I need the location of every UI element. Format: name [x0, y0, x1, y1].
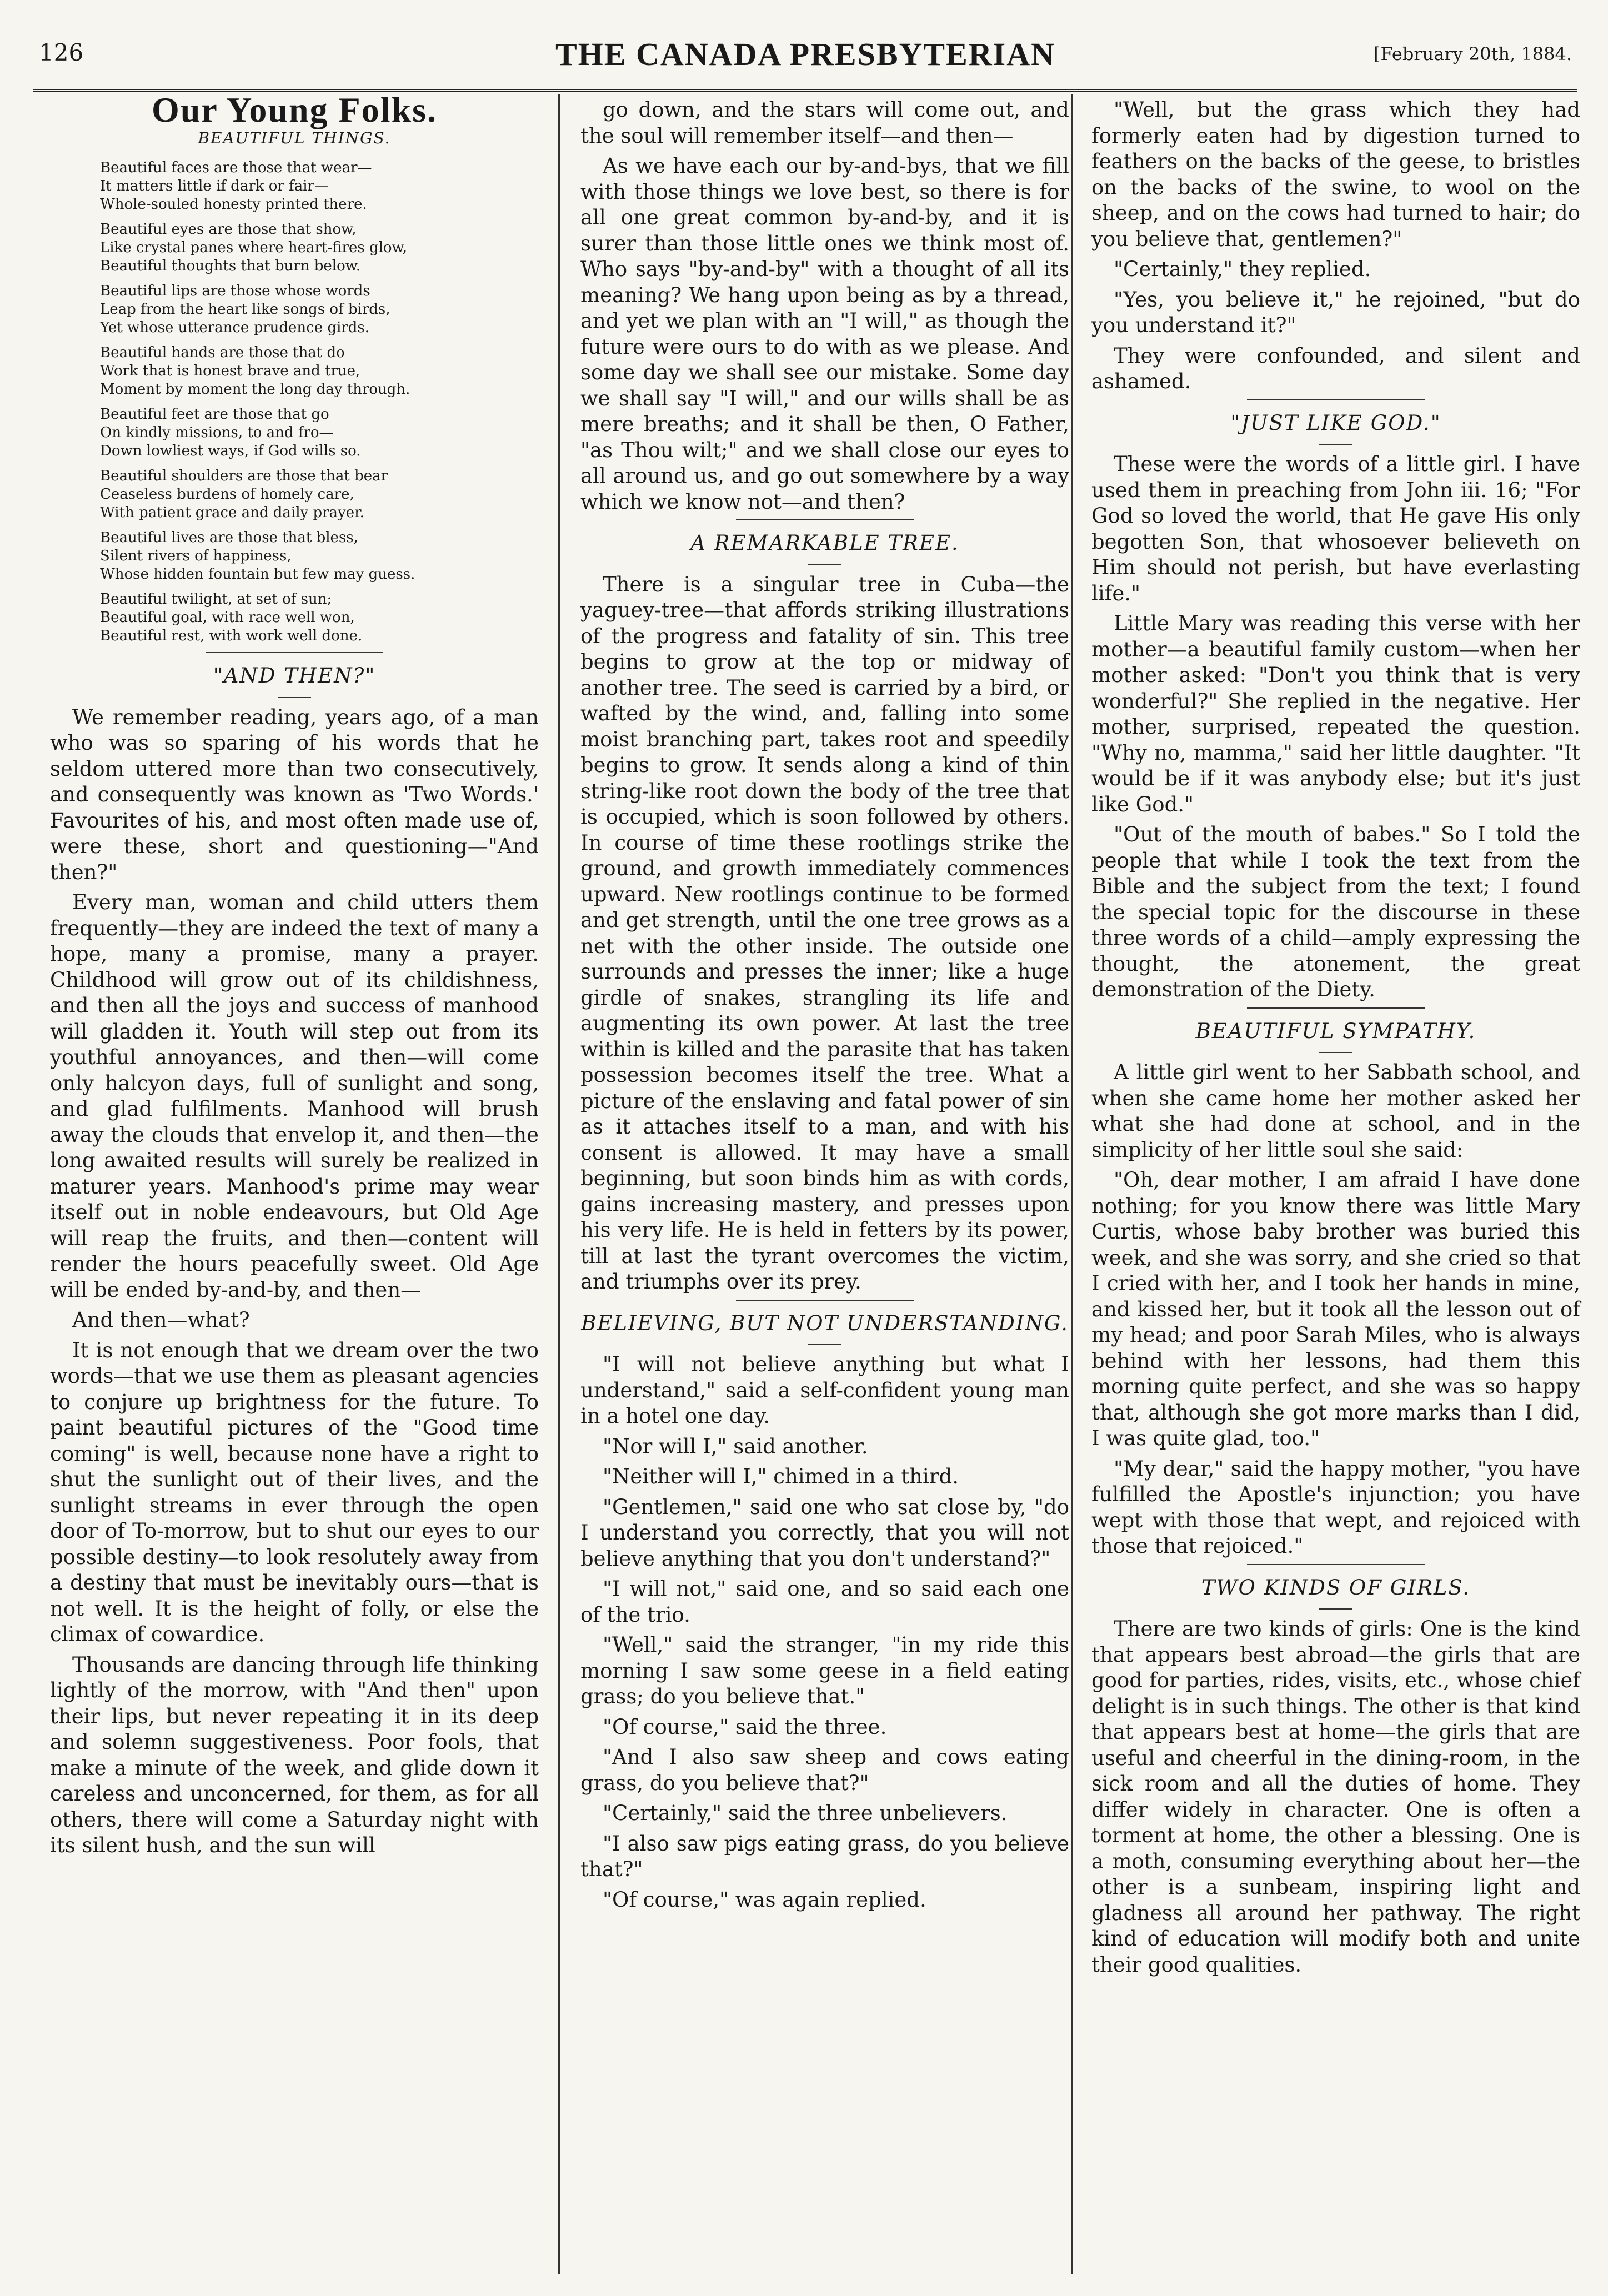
paragraph: It is not enough that we dream over the two words—that we use them as pleasant agencies to conjure up brightness for the future. To paint beautiful pictures of the "Good time coming" is well, because none have a right to shut the sunlight out of their lives, and the sunlight streams in ever through the open door of To-morrow, but to shut our eyes to our possible destiny—to look resolutely away from a destiny that must be inevitably ours—that is not well. It is the height of folly, or else the climax of cowardice. — [50, 1338, 539, 1646]
poem-line: Beautiful lips are those whose words — [100, 283, 370, 299]
article-title: BELIEVING, BUT NOT UNDERSTANDING. — [581, 1311, 1069, 1335]
article-continuation — [1091, 97, 1580, 395]
poem-line: Like crystal panes where heart-fires glow, — [100, 239, 407, 256]
poem-line: On kindly missions, to and fro— — [100, 424, 334, 441]
title-underline — [1319, 444, 1352, 445]
paragraph: "Well, but the grass which they had formerly eaten had by digestion turned to feathers on the backs of the geese, to bristles on the backs of the swine, to wool on the sheep, and on the cows had turned to hair; do you believe that, gentlemen?" — [1091, 98, 1580, 251]
poem-line: Beautiful lives are those that bless, — [100, 529, 358, 546]
poem-title: BEAUTIFUL THINGS. — [198, 128, 391, 147]
masthead-title: THE CANADA PRESBYTERIAN — [555, 36, 1056, 72]
poem — [50, 159, 539, 645]
article-title: "JUST LIKE GOD." — [1230, 410, 1441, 435]
section-divider — [1247, 1007, 1425, 1009]
paragraph: "I will not believe anything but what I understand," said a self-confident young man in a hotel one day. — [580, 1352, 1069, 1428]
title-underline — [808, 1344, 841, 1345]
poem-line: Beautiful goal, with race well won, — [100, 609, 355, 626]
paragraph: "Of course," said the three. — [603, 1715, 887, 1739]
poem-line: Yet whose utterance prudence girds. — [100, 319, 370, 336]
title-underline — [808, 564, 841, 565]
poem-line: Whose hidden fountain but few may guess. — [100, 566, 415, 583]
poem-line: Beautiful rest, with work well done. — [100, 628, 363, 644]
poem-line: Down lowliest ways, if God wills so. — [100, 443, 361, 459]
poem-line: Silent rivers of happiness, — [100, 548, 292, 564]
section-divider — [206, 652, 383, 653]
article-body — [1091, 1060, 1580, 1560]
page-number: 126 — [39, 39, 84, 66]
poem-line: Beautiful faces are those that wear— — [100, 159, 372, 176]
department-heading: Our Young Folks. — [152, 90, 437, 129]
paragraph: They were confounded, and silent and ashamed. — [1091, 343, 1580, 393]
poem-line: Beautiful shoulders are those that bear — [100, 468, 388, 484]
paragraph: Every man, woman and child utters them frequently—they are indeed the text of many a hope, many a promise, many a prayer. Childhood will grow out of its childishness, and then all the joys and success of manhood will gladden it. Youth will step out from its youthful annoyances, and then—will come only halcyon days, full of sunlight and song, and glad fulfilments. Manhood will brush away the clouds that envelop it, and then—the long awaited results will surely be realized in maturer years. Manhood's prime may wear itself out in noble endeavours, but Old Age will reap the fruits, and then—content will render the hours peacefully sweet. Old Age will be ended by-and-by, and then— — [50, 890, 539, 1302]
section-divider — [736, 519, 914, 520]
poem-line: Leap from the heart like songs of birds, — [100, 301, 390, 318]
section-divider — [1247, 399, 1425, 400]
article-body — [50, 705, 539, 1859]
article-body — [580, 572, 1069, 1295]
article-title: BEAUTIFUL SYMPATHY. — [1195, 1019, 1476, 1043]
paragraph: Little Mary was reading this verse with her mother—a beautiful family custom—when her mother asked: "Don't you think that is very wonderful?" She replied in the negative. Her mother, surprised, repeated the question. "Why no, mamma," said her little daughter. "It would be if it was anybody else; but it's just like God." — [1091, 611, 1580, 816]
column-two — [580, 97, 1069, 2263]
paragraph: "I also saw pigs eating grass, do you believe that?" — [580, 1831, 1069, 1881]
paragraph: "Nor will I," said another. — [603, 1434, 868, 1458]
paragraph: There are two kinds of girls: One is the kind that appears best abroad—the girls that are good for parties, rides, visits, etc., whose chief delight is in such things. The other is that kind that appears best at home—the girls that are useful and cheerful in the dining-room, in the sick room and all the duties of home. They differ widely in character. One is often a torment at home, the other a blessing. One is a moth, consuming everything about her—the other is a sunbeam, inspiring light and gladness all around her pathway. The right kind of education will modify both and unite their good qualities. — [1091, 1617, 1580, 1977]
title-underline — [1319, 1608, 1352, 1610]
paragraph: And then—what? — [72, 1308, 250, 1332]
issue-date: [February 20th, 1884. — [1373, 43, 1572, 64]
paragraph: go down, and the stars will come out, and the soul will remember itself—and then— — [580, 98, 1069, 148]
article-title: TWO KINDS OF GIRLS. — [1201, 1575, 1471, 1600]
poem-stanza — [50, 590, 539, 645]
paragraph: "Yes, you believe it," he rejoined, "but do you understand it?" — [1091, 287, 1580, 337]
title-underline — [1319, 1052, 1352, 1053]
paragraph: "Gentlemen," said one who sat close by, "do I understand you correctly, that you will not believe anything that you don't understand?" — [580, 1495, 1069, 1571]
column-divider — [558, 94, 560, 2274]
column-three — [1091, 97, 1580, 2263]
article-title: "AND THEN?" — [213, 664, 376, 688]
column-divider — [1071, 94, 1073, 2274]
poem-line: Beautiful thoughts that burn below. — [100, 258, 361, 274]
title-underline — [278, 697, 311, 698]
poem-line: Work that is honest brave and true, — [100, 363, 360, 379]
paragraph: "Oh, dear mother, I am afraid I have done nothing; for you know there was little Mary Curtis, whose baby brother was buried this week, and she was sorry, and she cried so that I cried with her, and I took her hands in mine, and kissed her, but it took all the lesson out of my head; and poor Sarah Miles, who is always behind with her lessons, had them this morning quite perfect, and she was so happy that, although she got more marks than I did, I was quite glad, too." — [1091, 1168, 1580, 1450]
paragraph: "My dear," said the happy mother, "you have fulfilled the Apostle's injunction; you have wept with those that wept, and rejoiced with those that rejoiced." — [1091, 1456, 1580, 1558]
paragraph: "Neither will I," chimed in a third. — [603, 1465, 959, 1488]
section-divider — [736, 1300, 914, 1301]
paragraph: "Of course," was again replied. — [603, 1887, 926, 1912]
poem-stanza — [50, 529, 539, 584]
paragraph: "And I also saw sheep and cows eating grass, do you believe that?" — [580, 1745, 1069, 1795]
article-title: A REMARKABLE TREE. — [690, 531, 959, 555]
page-header — [33, 36, 1577, 83]
paragraph: A little girl went to her Sabbath school, and when she came home her mother asked her what she had done at school, and in the simplicity of her little soul she said: — [1091, 1060, 1580, 1162]
poem-line: Beautiful feet are those that go — [100, 406, 329, 423]
paragraph: Thousands are dancing through life thinking lightly of the morrow, with "And then" upon their lips, but never repeating it in its deep and solemn suggestiveness. Poor fools, that make a minute of the week, and glide down it careless and unconcerned, for them, as for all others, there will come a Saturday night with its silent hush, and the sun will — [50, 1652, 539, 1857]
poem-stanza — [50, 405, 539, 460]
poem-line: Beautiful hands are those that do — [100, 344, 345, 361]
paragraph: "Certainly," said the three unbelievers. — [603, 1801, 1008, 1825]
paragraph: "I will not," said one, and so said each one of the trio. — [580, 1577, 1069, 1627]
poem-line: With patient grace and daily prayer. — [100, 504, 364, 521]
paragraph: "Certainly," they replied. — [1114, 257, 1371, 281]
article-body — [1091, 1616, 1580, 1978]
poem-line: Moment by moment the long day through. — [100, 381, 410, 398]
poem-stanza — [50, 159, 539, 214]
paragraph: "Out of the mouth of babes." So I told the people that while I took the text from the Bible and the subject from the text; I found the special topic for the discourse in these three words of a child—amply expressing the thought, the atonement, the great demonstration of the Diety. — [1091, 823, 1580, 1001]
poem-line: Whole-souled honesty printed there. — [100, 196, 367, 213]
poem-line: Beautiful twilight, at set of sun; — [100, 591, 332, 608]
paragraph: These were the words of a little girl. I have used them in preaching from John iii. 16; "For God so loved the world, that He gave His only begotten Son, that whosoever believeth on Him should not perish, but have everlasting life." — [1091, 452, 1580, 605]
poem-line: Ceaseless burdens of homely care, — [100, 486, 354, 503]
article-continuation — [580, 97, 1069, 515]
paragraph: As we have each our by-and-bys, that we fill with those things we love best, so there is for all one great common by-and-by, and it is surer than those little ones we think most of. Who says "by-and-by" with a thought of all its meaning? We hang upon being as by a thread, and yet we plan with an "I will," as though the future were ours to do with as we please. And some day we shall see our mistake. Some day we shall say "I will," and our wills shall be as mere breaths; and it shall be then, O Father, "as Thou wilt;" and we shall close our eyes to all around us, and go out somewhere by a way which we know not—and then? — [580, 154, 1069, 514]
poem-stanza — [50, 220, 539, 275]
article-body — [1091, 452, 1580, 1003]
section-divider — [1247, 1564, 1425, 1565]
poem-line: Beautiful eyes are those that show, — [100, 221, 357, 238]
poem-line: It matters little if dark or fair— — [100, 178, 329, 194]
paragraph: "Well," said the stranger, "in my ride this morning I saw some geese in a field eating grass; do you believe that." — [580, 1633, 1069, 1708]
column-one — [50, 90, 539, 2263]
poem-stanza — [50, 467, 539, 522]
article-body — [580, 1352, 1069, 1913]
poem-stanza — [50, 344, 539, 399]
poem-stanza — [50, 282, 539, 337]
paragraph: We remember reading, years ago, of a man who was so sparing of his words that he seldom uttered more than two consecutively, and consequently was known as 'Two Words.' Favourites of his, and most often made use of, were these, short and questioning—"And then?" — [50, 705, 539, 884]
paragraph: There is a singular tree in Cuba—the yaguey-tree—that affords striking illustrations of the progress and fatality of sin. This tree begins to grow at the top or midway of another tree. The seed is carried by a bird, or wafted by the wind, and, falling into some moist branching part, takes root and speedily begins to grow. It sends along a kind of thin string-like root down the body of the tree that is occupied, which is soon followed by others. In course of time these rootlings strike the ground, and growth immediately commences upward. New rootlings continue to be formed and get strength, until the one tree grows as a net with the other inside. The outside one surrounds and presses the inner; like a huge girdle of snakes, strangling its life and augmenting its own power. At last the tree within is killed and the parasite that has taken possession becomes itself the tree. What a picture of the enslaving and fatal power of sin as it attaches itself to a man, and with his consent is allowed. It may have a small beginning, but soon binds him as with cords, gains increasing mastery, and presses upon his very life. He is held in fetters by its power, till at last the tyrant overcomes the victim, and triumphs over its prey. — [580, 572, 1069, 1294]
